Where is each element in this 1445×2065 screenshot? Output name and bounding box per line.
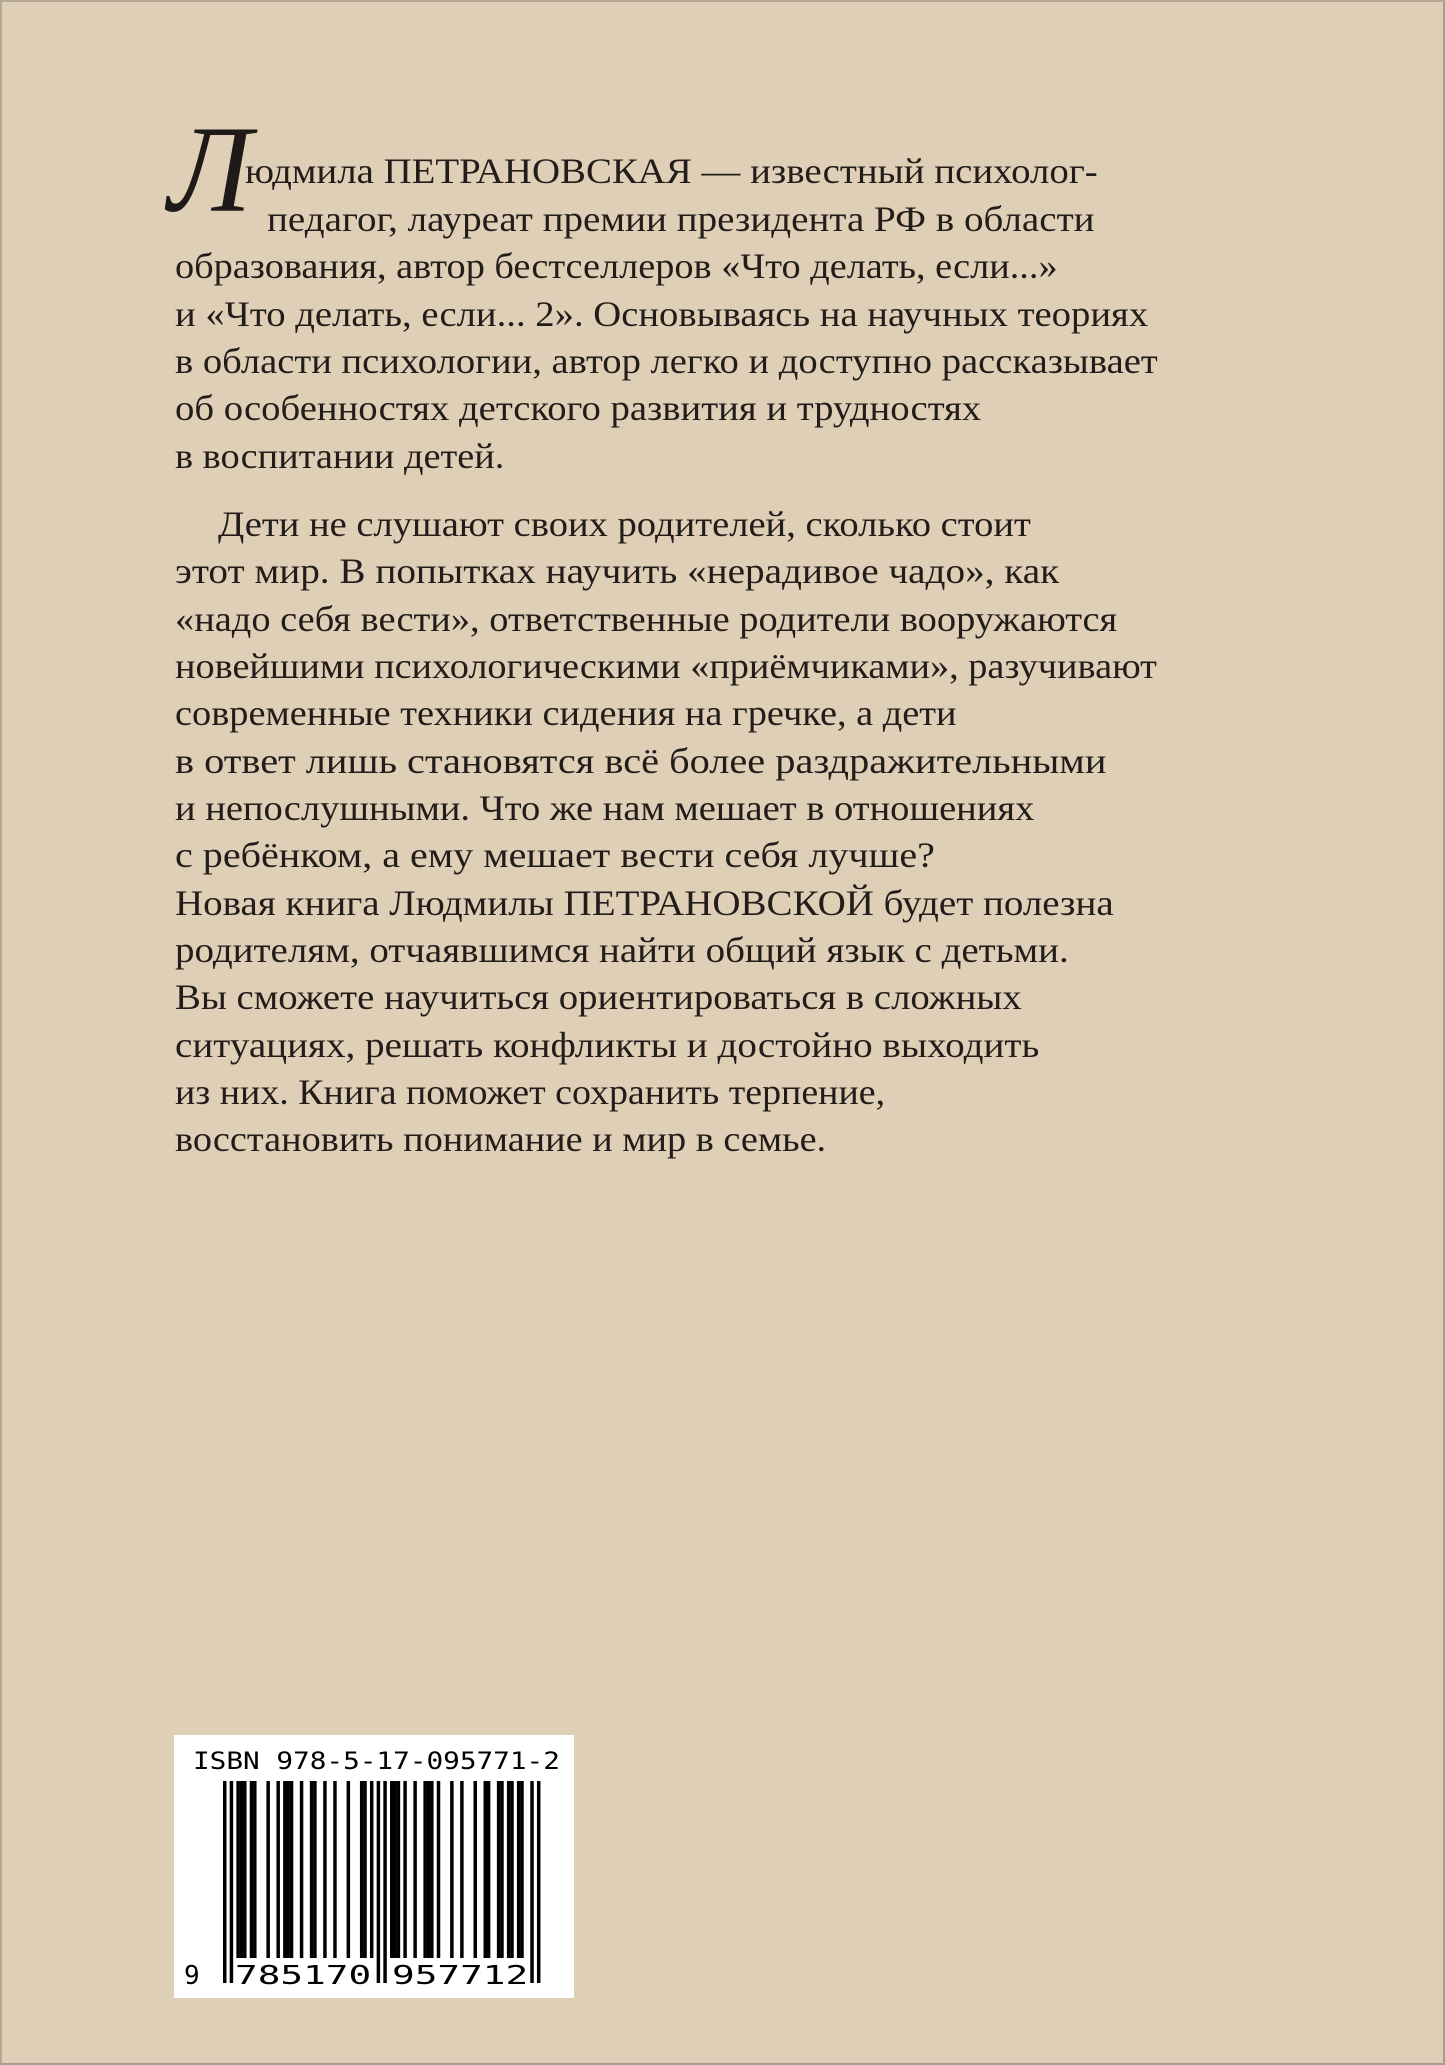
text-line: образования, автор бестселлеров «Что делать, если...» — [175, 246, 1058, 286]
text-line: в области психологии, автор легко и доступно рассказывает — [175, 341, 1158, 381]
text-line: в ответ лишь становятся всё более раздражительными — [175, 741, 1107, 781]
text-line: из них. Книга поможет сохранить терпение, — [175, 1072, 886, 1112]
text-line: с ребёнком, а ему мешает вести себя лучше? — [175, 835, 935, 875]
text-line: «надо себя вести», ответственные родители вооружаются — [175, 599, 1118, 639]
text-line: родителям, отчаявшимся найти общий язык с детьми. — [175, 930, 1069, 970]
text-line: Дети не слушают своих родителей, сколько стоит — [218, 504, 1031, 544]
text-line: Вы сможете научиться ориентироваться в сложных — [175, 977, 1022, 1017]
text-line: новейшими психологическими «приёмчиками», разучивают — [175, 646, 1157, 686]
text-line: и непослушными. Что же нам мешает в отношениях — [175, 788, 1035, 828]
text-line: ситуациях, решать конфликты и достойно выходить — [175, 1025, 1040, 1065]
isbn-label: ISBN 978-5-17-095771-2 — [193, 1747, 560, 1775]
text-line: восстановить понимание и мир в семье. — [175, 1119, 827, 1159]
text-line: юдмила ПЕТРАНОВСКАЯ — известный психолог- — [245, 151, 1098, 191]
isbn-barcode — [174, 1735, 574, 1998]
barcode-bars — [174, 1735, 574, 1998]
text-line: в воспитании детей. — [175, 436, 505, 476]
drop-cap: Л — [168, 101, 252, 238]
text-line: современные техники сидения на гречке, а дети — [175, 693, 957, 733]
text-line: об особенностях детского развития и трудностях — [175, 388, 982, 428]
text-line: педагог, лауреат премии президента РФ в области — [267, 199, 1095, 239]
ean-first-digit: 9 — [184, 1961, 200, 1991]
text-line: и «Что делать, если... 2». Основываясь на научных теориях — [175, 294, 1149, 334]
ean-left-digits: 785170 — [235, 1961, 372, 1991]
ean-right-digits: 957712 — [392, 1961, 529, 1991]
text-line: Новая книга Людмилы ПЕТРАНОВСКОЙ будет полезна — [175, 883, 1114, 923]
text-line: этот мир. В попытках научить «нерадивое чадо», как — [175, 551, 1060, 591]
